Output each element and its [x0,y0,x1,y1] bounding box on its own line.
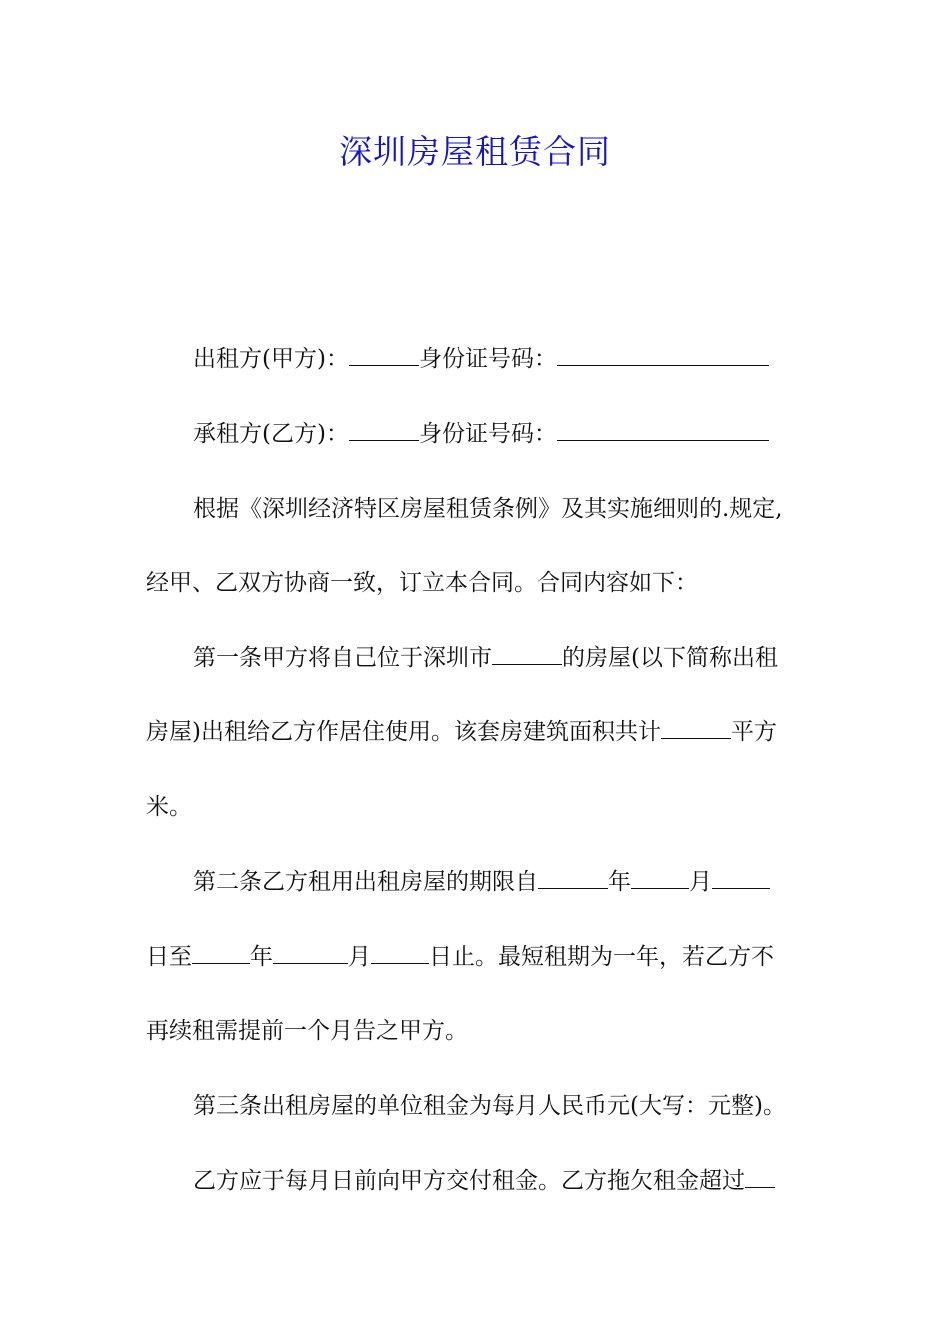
lessor-id-blank [557,339,769,366]
lessor-id-label: 身份证号码： [418,346,557,372]
article1-text-a: 第一条甲方将自己位于深圳市 [193,645,492,671]
article2-end-month: 月 [348,944,371,970]
article1-line-1 [193,638,778,678]
lessor-line [193,339,769,379]
lessee-label: 承租方(乙方)： [193,421,349,447]
preamble-line-2: 经甲、乙双方协商一致，订立本合同。合同内容如下： [146,570,698,596]
article2-end-day-blank [371,937,429,964]
article2-line-2 [146,937,774,977]
lessee-id-blank [557,414,769,441]
article1-text-b: 的房屋(以下简称出租 [562,645,778,671]
article2-year: 年 [608,869,631,895]
article1-line-3: 米。 [146,794,192,820]
lessee-line [193,414,769,454]
article2-text-c: 日止。最短租期为一年，若乙方不 [429,944,774,970]
article2-text-a: 第二条乙方租用出租房屋的期限自 [193,869,538,895]
article2-end-year-blank [192,937,250,964]
article2-start-day-blank [712,862,770,889]
article2-line-1 [193,862,770,902]
preamble-line-1: 根据《深圳经济特区房屋租赁条例》及其实施细则的.规定, [193,496,783,522]
article1-line-2 [146,712,777,752]
article3-line-1: 第三条出租房屋的单位租金为每月人民币元(大写：元整)。 [193,1093,786,1119]
document-title: 深圳房屋租赁合同 [339,132,611,171]
article2-start-year-blank [538,862,608,889]
article1-text-c: 房屋)出租给乙方作居住使用。该套房建筑面积共计 [146,719,661,745]
article2-end-year: 年 [250,944,273,970]
article3-line-2 [193,1161,775,1201]
article1-text-d: 平方 [730,719,777,745]
lessee-id-label: 身份证号码： [418,421,557,447]
article3-text-a: 乙方应于每月日前向甲方交付租金。乙方拖欠租金超过 [193,1168,745,1194]
article2-start-month-blank [631,862,689,889]
article2-line-3: 再续租需提前一个月告之甲方。 [146,1018,468,1044]
lessor-label: 出租方(甲方)： [193,346,349,372]
lessee-name-blank [349,414,419,441]
lessor-name-blank [349,339,419,366]
article3-overdue-blank [745,1161,775,1188]
article1-location-blank [492,638,562,665]
article1-area-blank [661,712,731,739]
article2-end-month-blank [273,937,348,964]
article2-month: 月 [689,869,712,895]
article2-text-b: 日至 [146,944,192,970]
